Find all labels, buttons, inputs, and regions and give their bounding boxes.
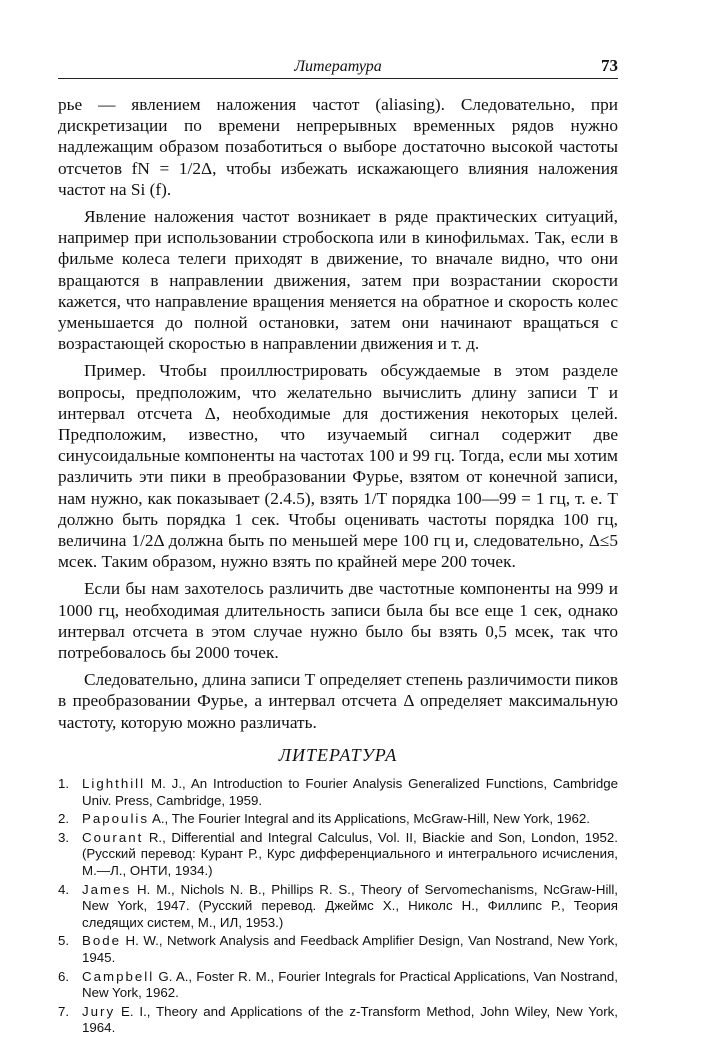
paragraph: рье — явлением наложения частот (aliasing). Следовательно, при дискретизации по времени непрерывных временных рядов нужно надлежащим образом позаботиться о выборе достаточно высокой частоты отсчетов fN = 1/2Δ, чтобы избежать искажающего влияния наложения частот на Si (f). [58, 95, 618, 199]
reference-text [82, 830, 618, 880]
reference-author: Campbell [82, 968, 155, 984]
page-number: 73 [601, 56, 618, 75]
reference-number: 5. [58, 933, 70, 949]
reference-text [82, 882, 618, 932]
reference-text [82, 933, 618, 966]
reference-item [58, 1004, 618, 1037]
reference-author: Lighthill [82, 776, 146, 792]
reference-text [82, 776, 618, 809]
paragraph: Если бы нам захотелось различить две частотные компоненты на 999 и 1000 гц, необходимая длительность записи была бы все еще 1 сек, однако интервал отсчета в этом случае нужно было бы взять 0,5 мсек, так что потребовалось бы 2000 точек. [58, 579, 618, 663]
reference-details: G. A., Foster R. M., Fourier Integrals for Practical Applications, Van Nostrand, New York, 1962. [82, 968, 618, 1001]
paragraph: Пример. Чтобы проиллюстрировать обсуждаемые в этом разделе вопросы, предположим, что желательно вычислить длину записи T и интервал отсчета Δ, необходимые для достижения некоторых целей. Предположим, известно, что изучаемый сигнал содержит две синусоидальные компоненты на частотах 100 и 99 гц. Тогда, если мы хотим различить эти пики в преобразовании Фурье, взятом от конечной записи, нам нужно, как показывает (2.4.5), взять 1/T порядка 100—99 = 1 гц, т. е. T должно быть порядка 1 сек. Чтобы оценивать частоты порядка 100 гц, величина 1/2Δ должна быть по меньшей мере 100 гц и, следовательно, Δ≤5 мсек. Таким образом, нужно взять по крайней мере 200 точек. [58, 361, 618, 572]
reference-number: 6. [58, 968, 70, 984]
reference-item [58, 969, 618, 1002]
reference-author: Jury [82, 1003, 116, 1019]
reference-number: 1. [58, 776, 70, 792]
reference-number: 2. [58, 811, 70, 827]
reference-details: R., Differential and Integral Calculus, Vol. II, Biackie and Son, London, 1952. (Русский перевод: Курант Р., Курс дифференциального и интегрального исчисления, М.—Л., ОНТИ, 1934.) [82, 829, 618, 879]
reference-text [82, 969, 618, 1002]
reference-item [58, 882, 618, 932]
reference-item [58, 811, 618, 828]
reference-number: 4. [58, 881, 70, 897]
reference-author: Courant [82, 829, 144, 845]
reference-item [58, 933, 618, 966]
reference-text [82, 1004, 618, 1037]
reference-author: Bode [82, 933, 122, 949]
running-title: Литература [294, 58, 382, 75]
references-heading: ЛИТЕРАТУРА [278, 744, 398, 765]
reference-details: H. W., Network Analysis and Feedback Amplifier Design, Van Nostrand, New York, 1945. [82, 933, 618, 966]
paragraph: Явление наложения частот возникает в ряде практических ситуаций, например при использовании стробоскопа или в кинофильмах. Так, если в фильме колеса телеги приходят в движение, то вначале видно, что они вращаются в направлении движения, затем при возрастании скорости кажется, что направление вращения меняется на обратное и скорость колес уменьшается до полной остановки, затем они начинают вращаться с возрастающей скоростью в направлении движения и т. д. [58, 207, 618, 354]
reference-number: 7. [58, 1003, 70, 1019]
references-list [58, 776, 618, 1037]
main-text [58, 94, 618, 1039]
reference-details: H. M., Nichols N. B., Phillips R. S., Theory of Servomechanisms, NcGraw-Hill, New York, 1947. (Русский перевод. Джеймс X., Николс Н., Филлипс Р., Теория следящих систем, М., ИЛ, 1953.) [82, 881, 618, 930]
reference-text [82, 811, 618, 828]
reference-details: M. J., An Introduction to Fourier Analysis Generalized Functions, Cambridge Univ. Press, Cambridge, 1959. [82, 776, 618, 808]
reference-item [58, 776, 618, 809]
reference-number: 3. [58, 829, 70, 845]
paragraph: Следовательно, длина записи T определяет степень различимости пиков в преобразовании Фурье, а интервал отсчета Δ определяет максимальную частоту, которую можно различать. [58, 670, 618, 732]
reference-details: E. I., Theory and Applications of the z-Transform Method, John Wiley, New York, 1964. [82, 1003, 618, 1036]
reference-details: A., The Fourier Integral and its Applications, McGraw-Hill, New York, 1962. [149, 811, 590, 827]
running-header [58, 54, 618, 79]
reference-item [58, 830, 618, 880]
reference-author: Papoulis [82, 811, 150, 827]
reference-author: James [82, 881, 132, 897]
